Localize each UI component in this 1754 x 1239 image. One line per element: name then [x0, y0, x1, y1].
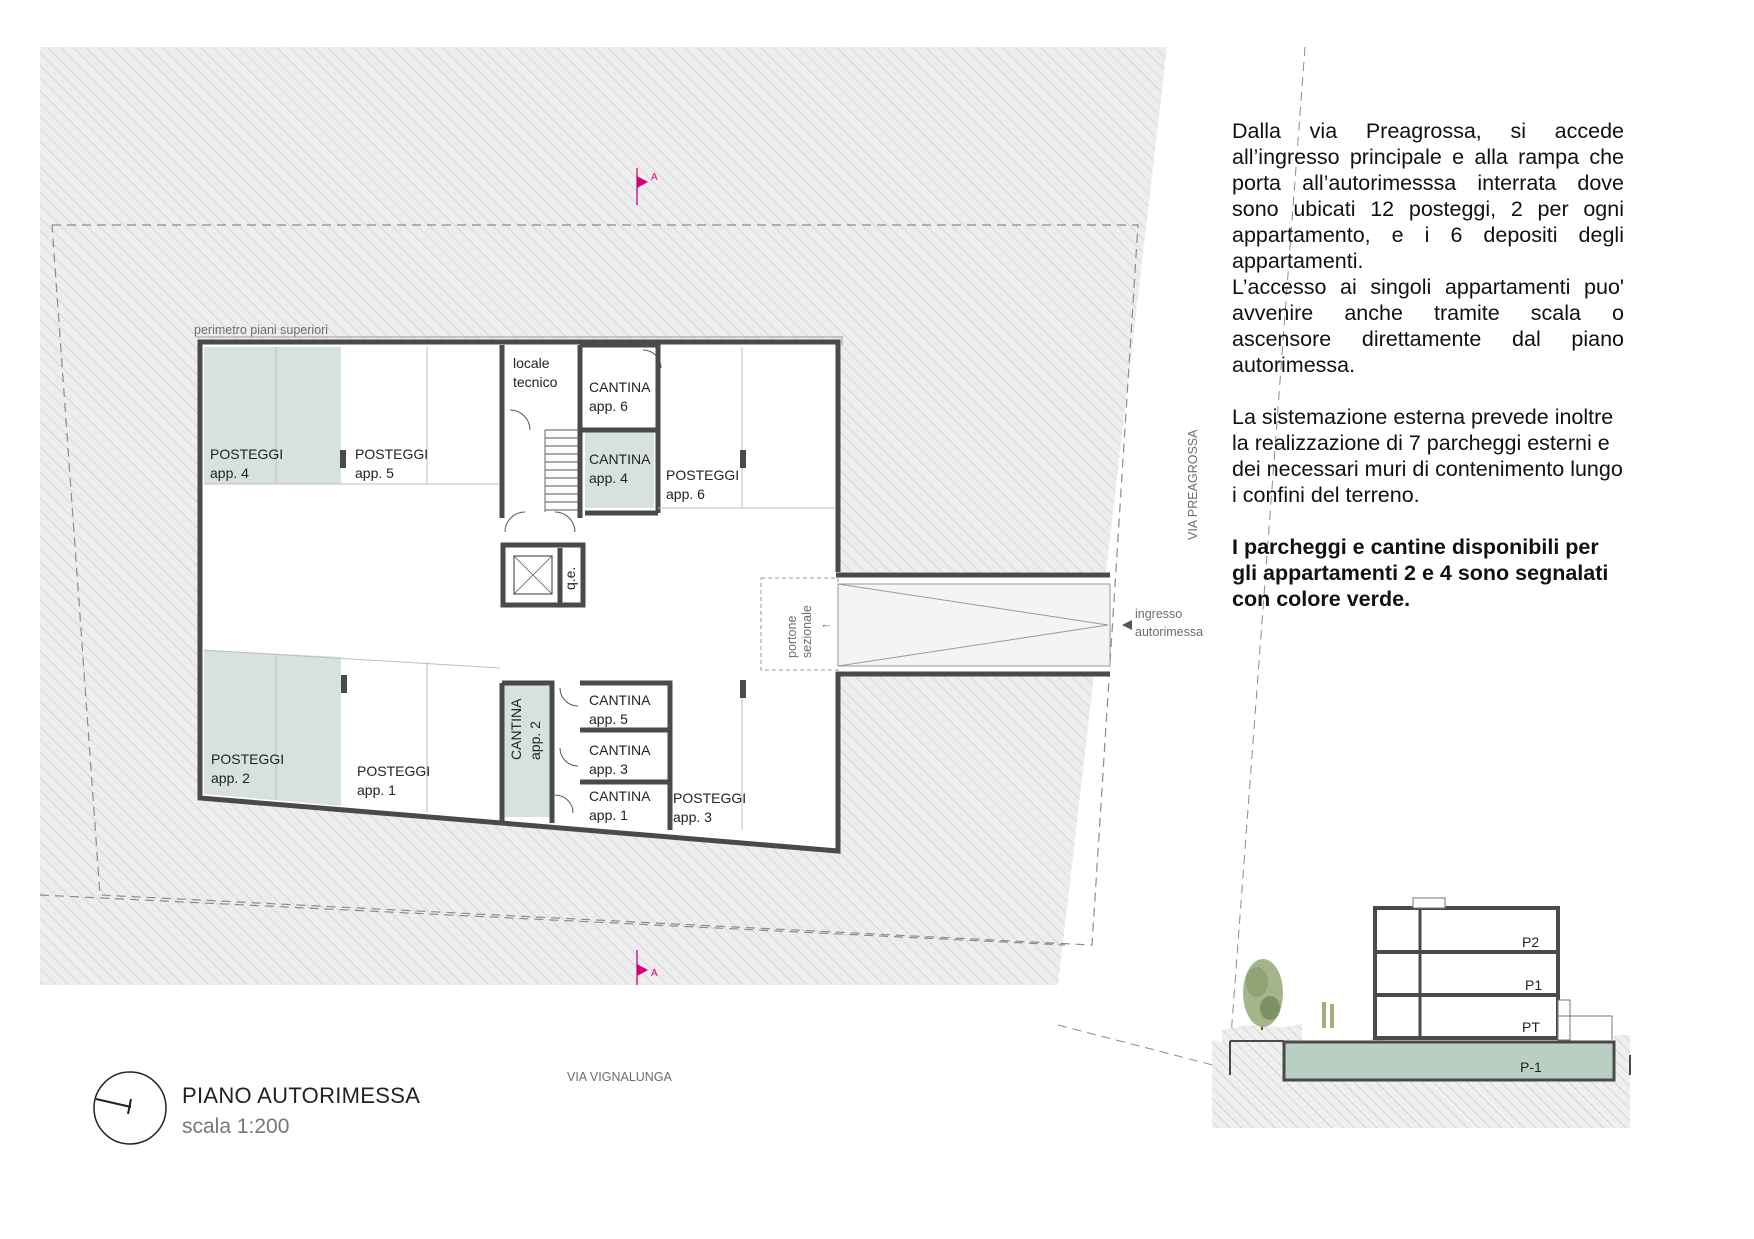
description-p1: Dalla via Preagrossa, si accede all’ingresso principale e alla rampa che porta all’autorimesssa interrata dove sono ubicati 12 posteggi, 2 per ogni appartamento, e i 6 depositi degli appartamenti.	[1232, 119, 1624, 273]
floor-label-p-1: P-1	[1520, 1059, 1542, 1075]
entrance-label: ingresso autorimessa	[1135, 607, 1204, 639]
room-label-posteggi-6: POSTEGGI app. 6	[666, 467, 740, 502]
floor-label-pt: PT	[1522, 1019, 1540, 1035]
room-label-cantina-2: CANTINA app. 2	[508, 699, 543, 760]
description-p2: La sistemazione esterna prevede inoltre la realizzazione di 7 parcheggi esterni e dei necessari muri di contenimento lungo i confini del terreno.	[1232, 405, 1623, 507]
building-section	[1212, 898, 1630, 1128]
drawing-title: PIANO AUTORIMESSA	[182, 1083, 421, 1108]
floor-label-p1: P1	[1525, 977, 1543, 993]
street-label-east: VIA PREAGROSSA	[1186, 429, 1200, 540]
description-text	[1232, 118, 1624, 638]
description-p1b: L’accesso ai singoli appartamenti puo' avvenire anche tramite scala o ascensore direttamente dal piano autorimessa.	[1232, 275, 1624, 377]
green-posteggi-4	[204, 347, 341, 484]
street-label-south: VIA VIGNALUNGA	[567, 1070, 672, 1084]
room-label-cantina-5: CANTINA app. 5	[589, 692, 650, 727]
room-label-posteggi-4: POSTEGGI app. 4	[210, 446, 284, 481]
green-cantina-4	[585, 430, 654, 508]
room-label-cantina-3: CANTINA app. 3	[589, 742, 650, 777]
outline-label: perimetro piani superiori	[194, 323, 329, 337]
room-label-cantina-1: CANTINA app. 1	[589, 788, 650, 823]
room-label-posteggi-1: POSTEGGI app. 1	[357, 763, 431, 798]
room-label-posteggi-3: POSTEGGI app. 3	[673, 790, 747, 825]
room-label-posteggi-5: POSTEGGI app. 5	[355, 446, 429, 481]
room-label-cantina-6: CANTINA app. 6	[589, 379, 650, 414]
svg-text:A: A	[651, 172, 658, 183]
room-label-cantina-4: CANTINA app. 4	[589, 451, 650, 486]
svg-text:←: ←	[820, 617, 833, 631]
room-label-posteggi-2: POSTEGGI app. 2	[211, 751, 285, 786]
drawing-scale: scala 1:200	[182, 1115, 290, 1138]
room-label-qe: q.e.	[562, 566, 578, 590]
description-p3: I parcheggi e cantine disponibili per gli appartamenti 2 e 4 sono segnalati con colore verde.	[1232, 535, 1609, 611]
door-label: portone sezionale	[785, 605, 814, 658]
svg-text:A: A	[651, 968, 658, 979]
room-label-locale-tecnico: locale tecnico	[513, 355, 558, 390]
floor-label-p2: P2	[1522, 934, 1540, 950]
drawing-title-block	[182, 1083, 420, 1139]
